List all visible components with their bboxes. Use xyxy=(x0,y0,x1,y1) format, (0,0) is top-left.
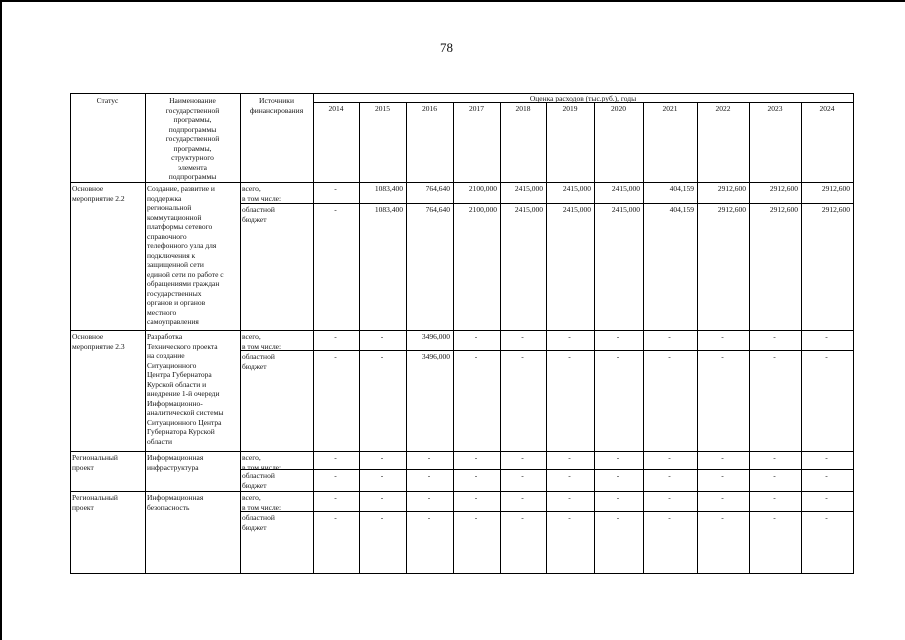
value-cell: - xyxy=(773,493,776,502)
value-cell: - xyxy=(568,471,571,480)
value-cell: - xyxy=(334,205,337,214)
value-cell: - xyxy=(616,332,620,341)
value-cell: - xyxy=(825,453,828,462)
header-name: Наименование государственной программы, подпрограммы государственной программы, структурного элемента подпрограммы xyxy=(165,96,220,181)
year-header-2023: 2023 xyxy=(767,104,783,113)
value-cell: - xyxy=(521,332,524,341)
value-cell: - xyxy=(427,493,431,502)
value-cell: - xyxy=(521,471,524,480)
value-cell: - xyxy=(721,513,724,522)
source-label: всего, в том числе: xyxy=(242,493,282,512)
value-cell: - xyxy=(474,453,478,462)
column-line xyxy=(643,102,644,574)
row-sub-line xyxy=(240,511,854,512)
value-cell: 2912,600 xyxy=(717,205,746,214)
source-label: всего, в том числе: xyxy=(242,184,282,203)
value-cell: - xyxy=(616,453,620,462)
year-header-2021: 2021 xyxy=(662,104,678,113)
value-cell: - xyxy=(334,332,337,341)
value-cell: - xyxy=(334,513,337,522)
value-cell: - xyxy=(521,453,524,462)
column-line xyxy=(70,93,71,574)
value-cell: 2415,000 xyxy=(562,205,591,214)
value-cell: 2912,600 xyxy=(717,184,746,193)
row-sub-line xyxy=(240,469,854,470)
row-name: Создание, развитие и поддержка региональной коммутационной платформы сетевого справочного телефонного узла для подключения к защищенной сети единой сети по работе с обращениями граждан государственных органов и органов местного самоуправления xyxy=(147,184,224,326)
value-cell: - xyxy=(474,471,478,480)
value-cell: - xyxy=(773,352,776,361)
source-label: областной бюджет xyxy=(242,205,275,224)
year-header-2024: 2024 xyxy=(819,104,835,113)
value-cell: - xyxy=(334,352,337,361)
value-cell: 2415,000 xyxy=(562,184,591,193)
value-cell: 2415,000 xyxy=(611,205,640,214)
row-status: Региональный проект xyxy=(72,453,118,472)
column-line xyxy=(697,102,698,574)
row-status: Основное мероприятие 2.3 xyxy=(72,332,125,351)
row-sub-line xyxy=(240,203,854,204)
value-cell: - xyxy=(521,513,524,522)
column-line xyxy=(749,102,750,574)
value-cell: 1083,400 xyxy=(374,184,403,193)
value-cell: - xyxy=(568,453,571,462)
row-bottom-line xyxy=(70,330,854,331)
value-cell: - xyxy=(334,493,337,502)
value-cell: - xyxy=(773,513,776,522)
value-cell: 2912,600 xyxy=(769,184,798,193)
year-header-2016: 2016 xyxy=(422,104,437,113)
value-cell: - xyxy=(521,352,524,361)
value-cell: - xyxy=(474,332,478,341)
year-header-2017: 2017 xyxy=(469,104,484,113)
column-line xyxy=(853,93,854,574)
row-name: Информационная инфраструктура xyxy=(147,453,204,472)
value-cell: - xyxy=(825,493,828,502)
value-cell: - xyxy=(427,513,431,522)
value-cell: - xyxy=(427,471,431,480)
value-cell: 2912,600 xyxy=(821,184,850,193)
column-line xyxy=(240,93,241,574)
value-cell: 3496,000 xyxy=(421,332,450,341)
value-cell: - xyxy=(568,493,571,502)
source-label: областной бюджет xyxy=(242,471,275,490)
value-cell: - xyxy=(668,493,671,502)
column-line xyxy=(594,102,595,574)
value-cell: - xyxy=(825,513,828,522)
value-cell: - xyxy=(380,493,384,502)
value-cell: - xyxy=(568,332,571,341)
header-expenses: Оценка расходов (тыс.руб.), годы xyxy=(529,94,637,103)
value-cell: - xyxy=(380,513,384,522)
value-cell: 2100,000 xyxy=(468,184,497,193)
scan-border-top xyxy=(0,0,905,2)
column-line xyxy=(313,93,314,574)
header-bottom-line xyxy=(70,182,854,183)
year-header-2018: 2018 xyxy=(515,104,531,113)
value-cell: - xyxy=(721,453,724,462)
value-cell: - xyxy=(668,471,671,480)
row-bottom-line xyxy=(70,491,854,492)
value-cell: 2415,000 xyxy=(514,205,543,214)
value-cell: - xyxy=(334,453,337,462)
value-cell: 2100,000 xyxy=(468,205,497,214)
value-cell: - xyxy=(521,493,524,502)
value-cell: - xyxy=(474,493,478,502)
year-header-2019: 2019 xyxy=(562,104,578,113)
year-header-2020: 2020 xyxy=(611,104,626,113)
value-cell: - xyxy=(616,493,620,502)
row-sub-line xyxy=(240,350,854,351)
value-cell: 2912,600 xyxy=(821,205,850,214)
column-line xyxy=(453,102,454,574)
value-cell: - xyxy=(773,332,776,341)
row-status: Основное мероприятие 2.2 xyxy=(72,184,125,203)
value-cell: 764,640 xyxy=(425,184,450,193)
column-line xyxy=(546,102,547,574)
value-cell: - xyxy=(721,332,724,341)
value-cell: - xyxy=(721,352,724,361)
value-cell: - xyxy=(668,513,671,522)
value-cell: 1083,400 xyxy=(374,205,403,214)
value-cell: - xyxy=(825,332,828,341)
source-label: всего, в том числе: xyxy=(242,453,282,472)
column-line xyxy=(406,102,407,574)
value-cell: - xyxy=(668,453,671,462)
page-number: 78 xyxy=(440,40,453,55)
value-cell: 404,159 xyxy=(669,205,694,214)
source-label: областной бюджет xyxy=(242,352,275,371)
value-cell: - xyxy=(668,332,671,341)
table-border-bottom xyxy=(70,573,854,574)
value-cell: 764,640 xyxy=(425,205,450,214)
header-source: Источники финансирования xyxy=(249,96,304,115)
value-cell: - xyxy=(334,184,337,193)
value-cell: 2415,000 xyxy=(611,184,640,193)
value-cell: - xyxy=(773,453,776,462)
value-cell: - xyxy=(616,513,620,522)
value-cell: - xyxy=(380,471,384,480)
row-status: Региональный проект xyxy=(72,493,118,512)
value-cell: - xyxy=(568,352,571,361)
value-cell: - xyxy=(380,332,384,341)
value-cell: - xyxy=(616,352,620,361)
value-cell: - xyxy=(825,352,828,361)
value-cell: - xyxy=(773,471,776,480)
header-status: Статус xyxy=(96,96,119,105)
column-line xyxy=(500,102,501,574)
value-cell: - xyxy=(721,471,724,480)
column-line xyxy=(359,102,360,574)
value-cell: - xyxy=(568,513,571,522)
scan-border-left xyxy=(0,0,2,640)
row-bottom-line xyxy=(70,451,854,452)
value-cell: 2415,000 xyxy=(514,184,543,193)
value-cell: - xyxy=(616,471,620,480)
row-name: Разработка Технического проекта на создание Ситуационного Центра Губернатора Курской области и внедрение 1-й очереди Информационно- аналитической системы Ситуационного Центра Губернатора Курской области xyxy=(147,332,224,446)
value-cell: - xyxy=(474,513,478,522)
source-label: всего, в том числе: xyxy=(242,332,282,351)
value-cell: 404,159 xyxy=(669,184,694,193)
value-cell: - xyxy=(380,352,384,361)
value-cell: 2912,600 xyxy=(769,205,798,214)
column-line xyxy=(801,102,802,574)
value-cell: - xyxy=(334,471,337,480)
value-cell: - xyxy=(721,493,724,502)
source-label: областной бюджет xyxy=(242,513,275,532)
year-header-2014: 2014 xyxy=(328,104,344,113)
value-cell: - xyxy=(474,352,478,361)
year-header-2022: 2022 xyxy=(715,104,731,113)
value-cell: - xyxy=(380,453,384,462)
value-cell: - xyxy=(825,471,828,480)
value-cell: - xyxy=(668,352,671,361)
value-cell: 3496,000 xyxy=(421,352,450,361)
value-cell: - xyxy=(427,453,431,462)
row-name: Информационная безопасность xyxy=(147,493,204,512)
year-header-2015: 2015 xyxy=(375,104,390,113)
